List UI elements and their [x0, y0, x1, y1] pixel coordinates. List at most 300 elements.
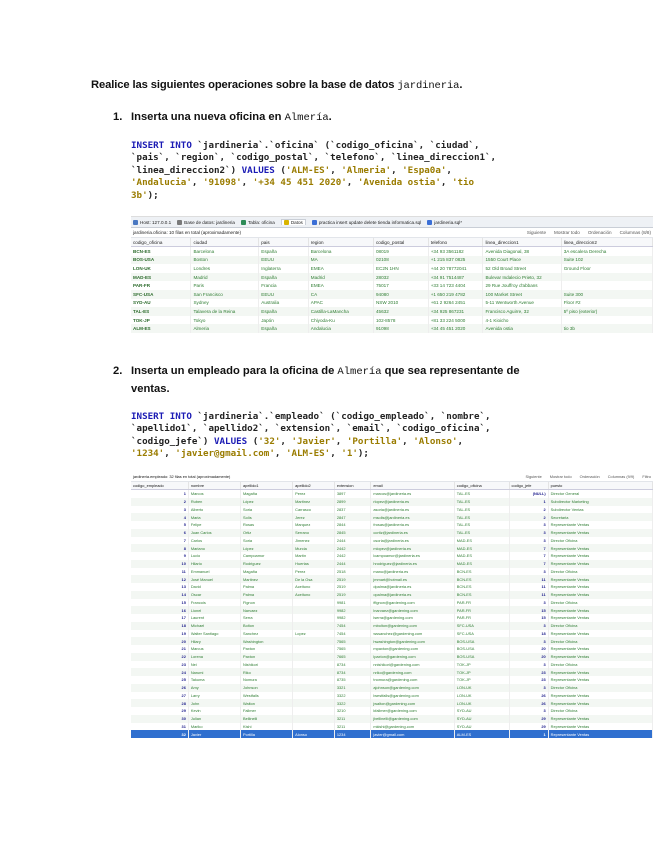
table-cell[interactable]: Murcia [293, 544, 335, 552]
table-cell[interactable]: Paxton [241, 653, 293, 661]
table-cell[interactable]: PAR-FR [454, 599, 509, 607]
table-cell[interactable]: Madrid [191, 273, 259, 282]
table-row[interactable] [131, 591, 653, 599]
tab-4[interactable] [281, 219, 306, 225]
table-cell[interactable]: SFC-USA [131, 290, 191, 299]
table-cell[interactable]: mpaxton@gardening.com [371, 645, 454, 653]
table-cell[interactable]: 8 [131, 544, 188, 552]
table-cell[interactable]: (NULL) [509, 490, 548, 498]
table-cell[interactable]: Soria [241, 506, 293, 514]
column-header[interactable]: linea_direccion1 [483, 238, 561, 247]
table-cell[interactable]: Floor #2 [561, 299, 652, 308]
table-cell[interactable]: Hilario [188, 560, 240, 568]
table-cell[interactable]: 26 [509, 699, 548, 707]
table-cell[interactable]: Takuma [188, 676, 240, 684]
table-cell[interactable]: 3 [509, 684, 548, 692]
table-cell[interactable]: Representante Ventas [548, 723, 652, 731]
table-cell[interactable]: Representante Ventas [548, 630, 652, 638]
table-cell[interactable]: Representante Ventas [548, 544, 652, 552]
table-cell[interactable]: 1 [131, 490, 188, 498]
table-cell[interactable]: Ortiz [241, 529, 293, 537]
table-cell[interactable]: 11 [509, 575, 548, 583]
table-cell[interactable]: Marcos [188, 490, 240, 498]
table-cell[interactable]: Nei [188, 661, 240, 669]
table-cell[interactable]: Francois [188, 599, 240, 607]
table-cell[interactable]: Boston [191, 256, 259, 265]
table-cell[interactable]: +1 650 219 4782 [428, 290, 483, 299]
table-cell[interactable]: 2837 [334, 506, 371, 514]
table-cell[interactable]: Rodriguez [241, 560, 293, 568]
table-cell[interactable]: Julian [188, 715, 240, 723]
table-cell[interactable] [561, 281, 652, 290]
table-cell[interactable]: +34 93 3561182 [428, 247, 483, 256]
table-cell[interactable]: 2844 [334, 521, 371, 529]
table-row[interactable] [131, 730, 653, 738]
table-cell[interactable]: Paris [191, 281, 259, 290]
table-cell[interactable]: Representante Ventas [548, 552, 652, 560]
table-cell[interactable]: Fignon [241, 599, 293, 607]
table-row[interactable] [131, 606, 653, 614]
column-header[interactable]: linea_direccion2 [561, 238, 652, 247]
table-cell[interactable]: TAL-ES [454, 513, 509, 521]
table-cell[interactable]: 21 [131, 645, 188, 653]
table-cell[interactable]: lserra@gardening.com [371, 614, 454, 622]
table-cell[interactable]: 8735 [334, 676, 371, 684]
table-cell[interactable]: Westfalls [241, 692, 293, 700]
table-cell[interactable]: Director Oficina [548, 568, 652, 576]
table-cell[interactable]: Laurent [188, 614, 240, 622]
table-cell[interactable]: 3 [509, 661, 548, 669]
toolbar-button[interactable]: Filtro [642, 474, 651, 479]
table-cell[interactable]: 29 [509, 723, 548, 731]
table-cell[interactable]: Sydney [191, 299, 259, 308]
table-cell[interactable]: 26 [509, 692, 548, 700]
table-cell[interactable]: España [259, 273, 309, 282]
table-cell[interactable]: LON-UK [454, 684, 509, 692]
table-cell[interactable]: 2899 [334, 498, 371, 506]
table-cell[interactable]: Representante Ventas [548, 692, 652, 700]
table-cell[interactable]: 3 [509, 521, 548, 529]
table-cell[interactable]: San Francisco [191, 290, 259, 299]
table-cell[interactable]: TAL-ES [454, 490, 509, 498]
table-cell[interactable]: BOS-USA [131, 256, 191, 265]
table-cell[interactable]: 102-8578 [373, 316, 428, 325]
table-cell[interactable]: 3210 [334, 707, 371, 715]
table-row[interactable] [131, 661, 653, 669]
table-row[interactable] [131, 699, 653, 707]
table-row[interactable] [131, 490, 653, 498]
table-cell[interactable]: EMEA [308, 264, 373, 273]
table-cell[interactable]: ALM-ES [454, 730, 509, 738]
table-cell[interactable]: Kishi [241, 723, 293, 731]
table-cell[interactable]: Madrid [308, 273, 373, 282]
table-cell[interactable]: Barcelona [191, 247, 259, 256]
table-cell[interactable]: +1 215 837 0825 [428, 256, 483, 265]
table-cell[interactable]: 100 Market Street [483, 290, 561, 299]
table-cell[interactable]: +61 2 9264 2451 [428, 299, 483, 308]
table-cell[interactable]: Carrasco [293, 506, 335, 514]
table-cell[interactable]: Representante Ventas [548, 560, 652, 568]
table-cell[interactable]: 02108 [373, 256, 428, 265]
table-cell[interactable]: 12 [131, 575, 188, 583]
table-row[interactable] [131, 552, 653, 560]
table-cell[interactable] [293, 715, 335, 723]
table-cell[interactable]: 23 [509, 668, 548, 676]
table-cell[interactable]: Director General [548, 490, 652, 498]
table-cell[interactable]: Larry [188, 692, 240, 700]
table-cell[interactable]: 7454 [334, 630, 371, 638]
table-cell[interactable]: Martinez [241, 575, 293, 583]
tab-2[interactable] [177, 220, 235, 225]
table-cell[interactable]: Alonso [293, 730, 335, 738]
column-header[interactable]: nombre [188, 482, 240, 490]
table-cell[interactable]: Representante Ventas [548, 715, 652, 723]
table-cell[interactable]: 2442 [334, 544, 371, 552]
table-cell[interactable]: 5º piso (exterior) [561, 307, 652, 316]
table-cell[interactable]: Representante Ventas [548, 645, 652, 653]
table-cell[interactable]: Jimenez [293, 537, 335, 545]
table-row[interactable] [131, 707, 653, 715]
table-cell[interactable]: 9 [131, 552, 188, 560]
table-cell[interactable]: 3 [509, 622, 548, 630]
table-row[interactable] [131, 256, 653, 265]
table-cell[interactable]: Talavera de la Reina [191, 307, 259, 316]
table-row[interactable] [131, 645, 653, 653]
table-cell[interactable]: Campoamor [241, 552, 293, 560]
table-cell[interactable]: Director Oficina [548, 684, 652, 692]
table-cell[interactable]: dpalma@jardineria.es [371, 583, 454, 591]
table-cell[interactable]: 3 [509, 537, 548, 545]
table-cell[interactable]: Representante Ventas [548, 699, 652, 707]
table-cell[interactable]: Hilary [188, 637, 240, 645]
table-row[interactable] [131, 583, 653, 591]
table-row[interactable] [131, 599, 653, 607]
table-cell[interactable]: 19 [131, 630, 188, 638]
table-row[interactable] [131, 637, 653, 645]
table-cell[interactable]: Sanchez [241, 630, 293, 638]
table-cell[interactable]: BOS-USA [454, 637, 509, 645]
table-cell[interactable]: 7 [509, 560, 548, 568]
table-cell[interactable]: Director Oficina [548, 537, 652, 545]
table-cell[interactable]: 11 [509, 583, 548, 591]
table-row[interactable] [131, 692, 653, 700]
table-cell[interactable]: Nishikori [241, 661, 293, 669]
table-cell[interactable]: EC2N 1HN [373, 264, 428, 273]
table-cell[interactable]: 3322 [334, 699, 371, 707]
table-cell[interactable]: 2444 [334, 537, 371, 545]
column-header[interactable]: codigo_oficina [131, 238, 191, 247]
table-cell[interactable]: Aceituno [293, 583, 335, 591]
table-cell[interactable]: Serrano [293, 529, 335, 537]
table-cell[interactable]: 3 [509, 529, 548, 537]
table-cell[interactable]: lwestfalls@gardening.com [371, 692, 454, 700]
table-row[interactable] [131, 324, 653, 333]
table-cell[interactable]: SYD-AU [454, 707, 509, 715]
table-cell[interactable]: 1 [509, 730, 548, 738]
table-cell[interactable]: 2518 [334, 568, 371, 576]
table-cell[interactable] [293, 723, 335, 731]
table-cell[interactable]: MAD-ES [454, 544, 509, 552]
table-cell[interactable]: tnomura@gardening.com [371, 676, 454, 684]
table-cell[interactable]: PAR-FR [454, 606, 509, 614]
table-row[interactable] [131, 568, 653, 576]
table-cell[interactable]: 9981 [334, 599, 371, 607]
table-cell[interactable]: 9982 [334, 606, 371, 614]
table-row[interactable] [131, 506, 653, 514]
table-cell[interactable]: 8734 [334, 661, 371, 669]
table-cell[interactable]: Narumi [188, 668, 240, 676]
table-cell[interactable]: tio 3b [561, 324, 652, 333]
table-cell[interactable]: NSW 2010 [373, 299, 428, 308]
table-cell[interactable] [293, 684, 335, 692]
table-cell[interactable]: jmmart@hotmail.es [371, 575, 454, 583]
table-cell[interactable]: Tokyo [191, 316, 259, 325]
table-cell[interactable] [293, 707, 335, 715]
table-cell[interactable]: 2845 [334, 529, 371, 537]
table-row[interactable] [131, 575, 653, 583]
table-cell[interactable]: asoria@jardineria.es [371, 506, 454, 514]
table-cell[interactable] [293, 622, 335, 630]
column-header[interactable]: apellido2 [293, 482, 335, 490]
table-cell[interactable]: Marquez [293, 521, 335, 529]
table-row[interactable] [131, 281, 653, 290]
table-cell[interactable] [293, 606, 335, 614]
table-cell[interactable]: 9982 [334, 614, 371, 622]
table-cell[interactable]: Representante Ventas [548, 521, 652, 529]
table-cell[interactable]: 3 [509, 599, 548, 607]
table-cell[interactable]: Australia [259, 299, 309, 308]
table-cell[interactable] [293, 668, 335, 676]
table-row[interactable] [131, 299, 653, 308]
table-row[interactable] [131, 264, 653, 273]
table-cell[interactable]: 8734 [334, 668, 371, 676]
table-row[interactable] [131, 247, 653, 256]
table-cell[interactable] [293, 661, 335, 669]
table-cell[interactable]: LON-UK [131, 264, 191, 273]
table-cell[interactable]: Castilla-LaMancha [308, 307, 373, 316]
table-cell[interactable]: Lionel [188, 606, 240, 614]
table-cell[interactable]: 45632 [373, 307, 428, 316]
table-row[interactable] [131, 723, 653, 731]
table-cell[interactable]: Emmanuel [188, 568, 240, 576]
table-cell[interactable]: Huertas [293, 560, 335, 568]
table-cell[interactable]: BCN-ES [454, 568, 509, 576]
table-cell[interactable]: Mariano [188, 544, 240, 552]
table-cell[interactable]: Londres [191, 264, 259, 273]
table-cell[interactable]: 1234 [334, 730, 371, 738]
column-header[interactable]: email [371, 482, 454, 490]
table-cell[interactable]: MAD-ES [454, 560, 509, 568]
table-cell[interactable]: Avenida Diagonal, 38 [483, 247, 561, 256]
table-cell[interactable]: nnishikori@gardening.com [371, 661, 454, 669]
table-cell[interactable]: Representante Ventas [548, 575, 652, 583]
table-row[interactable] [131, 614, 653, 622]
table-cell[interactable]: David [188, 583, 240, 591]
table-cell[interactable]: BCN-ES [131, 247, 191, 256]
tab-5[interactable] [312, 220, 421, 225]
table-cell[interactable]: TAL-ES [454, 498, 509, 506]
table-cell[interactable]: 20 [131, 637, 188, 645]
table-cell[interactable]: +81 33 224 5000 [428, 316, 483, 325]
table-cell[interactable]: Subdirector Marketing [548, 498, 652, 506]
toolbar-button[interactable]: Mostrar todo [554, 230, 580, 235]
table-cell[interactable]: 6 [131, 529, 188, 537]
table-cell[interactable]: TOK-JP [454, 676, 509, 684]
toolbar-button[interactable]: Columnas (8/8) [619, 230, 651, 235]
table-cell[interactable]: 4 [131, 513, 188, 521]
column-header[interactable]: codigo_oficina [454, 482, 509, 490]
table-cell[interactable]: MA [308, 256, 373, 265]
table-cell[interactable]: Michael [188, 622, 240, 630]
table-cell[interactable]: 7565 [334, 637, 371, 645]
table-cell[interactable]: 20 [509, 645, 548, 653]
table-cell[interactable]: manu@jardineria.es [371, 568, 454, 576]
table-cell[interactable]: cortiz@jardineria.es [371, 529, 454, 537]
table-cell[interactable]: hwashington@gardening.com [371, 637, 454, 645]
table-row[interactable] [131, 622, 653, 630]
table-cell[interactable]: CA [308, 290, 373, 299]
table-cell[interactable]: Alberto [188, 506, 240, 514]
table-cell[interactable]: 7 [131, 537, 188, 545]
table-cell[interactable]: 29 [509, 715, 548, 723]
table-cell[interactable]: 2847 [334, 513, 371, 521]
table-cell[interactable]: 2519 [334, 591, 371, 599]
table-cell[interactable]: 3321 [334, 684, 371, 692]
table-cell[interactable]: 11 [509, 591, 548, 599]
table-cell[interactable]: Inglaterra [259, 264, 309, 273]
table-cell[interactable]: Representante Ventas [548, 614, 652, 622]
table-cell[interactable]: jbellinelli@gardening.com [371, 715, 454, 723]
table-row[interactable] [131, 715, 653, 723]
table-cell[interactable]: msolis@jardineria.es [371, 513, 454, 521]
table-cell[interactable]: 3 [509, 707, 548, 715]
table-cell[interactable]: Juan Carlos [188, 529, 240, 537]
table-cell[interactable]: Director Oficina [548, 637, 652, 645]
table-cell[interactable]: Suite 300 [561, 290, 652, 299]
table-cell[interactable]: csoria@jardineria.es [371, 537, 454, 545]
table-cell[interactable] [293, 676, 335, 684]
table-cell[interactable]: Perez [293, 568, 335, 576]
table-cell[interactable]: Representante Ventas [548, 668, 652, 676]
column-header[interactable]: ciudad [191, 238, 259, 247]
table-cell[interactable] [561, 273, 652, 282]
table-cell[interactable]: Ruben [188, 498, 240, 506]
table-cell[interactable]: marcos@jardineria.es [371, 490, 454, 498]
table-cell[interactable]: Chiyoda-Ku [308, 316, 373, 325]
table-cell[interactable]: hrodriguez@jardineria.es [371, 560, 454, 568]
table-cell[interactable]: 3211 [334, 723, 371, 731]
table-row[interactable] [131, 630, 653, 638]
table-cell[interactable]: 16 [131, 606, 188, 614]
table-cell[interactable]: Palma [241, 591, 293, 599]
table-row[interactable] [131, 498, 653, 506]
table-cell[interactable]: MAD-ES [131, 273, 191, 282]
table-cell[interactable]: +34 91 7514487 [428, 273, 483, 282]
column-header[interactable]: puesto [548, 482, 652, 490]
table-row[interactable] [131, 684, 653, 692]
table-cell[interactable]: Representante Ventas [548, 591, 652, 599]
column-header[interactable]: extension [334, 482, 371, 490]
column-header[interactable]: apellido1 [241, 482, 293, 490]
table-cell[interactable]: De la Osa [293, 575, 335, 583]
table-cell[interactable]: 29 Rue Jouffroy d'abbans [483, 281, 561, 290]
toolbar-button[interactable]: Ordenación [587, 230, 612, 235]
table-cell[interactable]: Nomura [241, 676, 293, 684]
table-cell[interactable]: 11 [131, 568, 188, 576]
table-cell[interactable]: TAL-ES [131, 307, 191, 316]
table-cell[interactable]: 91098 [373, 324, 428, 333]
table-cell[interactable]: 75017 [373, 281, 428, 290]
table-cell[interactable]: 5 [131, 521, 188, 529]
table-row[interactable] [131, 529, 653, 537]
table-cell[interactable]: LON-UK [454, 692, 509, 700]
table-cell[interactable]: Lopez [293, 630, 335, 638]
table-cell[interactable]: 13 [131, 583, 188, 591]
table-cell[interactable]: Lucio [188, 552, 240, 560]
table-cell[interactable]: +34 925 867231 [428, 307, 483, 316]
table-cell[interactable]: Jerez [293, 513, 335, 521]
table-cell[interactable]: López [241, 544, 293, 552]
table-cell[interactable]: Maria [188, 513, 240, 521]
table-cell[interactable]: Japón [259, 316, 309, 325]
table-row[interactable] [131, 653, 653, 661]
table-cell[interactable]: BOS-USA [454, 645, 509, 653]
table-cell[interactable]: Suite 102 [561, 256, 652, 265]
table-cell[interactable]: 17 [131, 614, 188, 622]
column-header[interactable]: codigo_empleado [131, 482, 188, 490]
table-cell[interactable]: 2444 [334, 560, 371, 568]
table-cell[interactable]: nriko@gardening.com [371, 668, 454, 676]
table-cell[interactable]: mlopez@jardineria.es [371, 544, 454, 552]
table-cell[interactable]: LON-UK [454, 699, 509, 707]
table-cell[interactable]: frosas@jardineria.es [371, 521, 454, 529]
table-cell[interactable]: Portilla [241, 730, 293, 738]
table-cell[interactable]: 28032 [373, 273, 428, 282]
table-cell[interactable]: 3 [509, 637, 548, 645]
table-cell[interactable]: Representante Ventas [548, 653, 652, 661]
table-cell[interactable]: Almeria [191, 324, 259, 333]
table-cell[interactable]: Francisco Aguirre, 32 [483, 307, 561, 316]
table-row[interactable] [131, 537, 653, 545]
table-row[interactable] [131, 513, 653, 521]
table-cell[interactable]: Kevin [188, 707, 240, 715]
table-cell[interactable]: 7 [509, 544, 548, 552]
table-cell[interactable]: López [241, 498, 293, 506]
table-cell[interactable]: Paxton [241, 645, 293, 653]
table-cell[interactable]: 3322 [334, 692, 371, 700]
table-cell[interactable]: Director Oficina [548, 661, 652, 669]
table-cell[interactable]: Magaña [241, 490, 293, 498]
column-header[interactable]: codigo_postal [373, 238, 428, 247]
table-cell[interactable]: Felipe [188, 521, 240, 529]
table-cell[interactable]: 3211 [334, 715, 371, 723]
table-cell[interactable]: Walter Santiago [188, 630, 240, 638]
table-cell[interactable]: Magaña [241, 568, 293, 576]
table-cell[interactable]: MAD-ES [454, 537, 509, 545]
table-cell[interactable]: Fallmer [241, 707, 293, 715]
table-cell[interactable]: SFC-USA [454, 622, 509, 630]
table-cell[interactable]: Washington [241, 637, 293, 645]
table-cell[interactable]: 4-1 Kioicho [483, 316, 561, 325]
table-cell[interactable]: javier@gmail.com [371, 730, 454, 738]
table-cell[interactable]: Amy [188, 684, 240, 692]
table-cell[interactable]: 3 [509, 568, 548, 576]
table-cell[interactable]: 30 [131, 715, 188, 723]
table-cell[interactable]: 5-11 Wentworth Avenue [483, 299, 561, 308]
table-cell[interactable]: Narvaez [241, 606, 293, 614]
table-cell[interactable] [293, 699, 335, 707]
table-cell[interactable]: Perez [293, 490, 335, 498]
